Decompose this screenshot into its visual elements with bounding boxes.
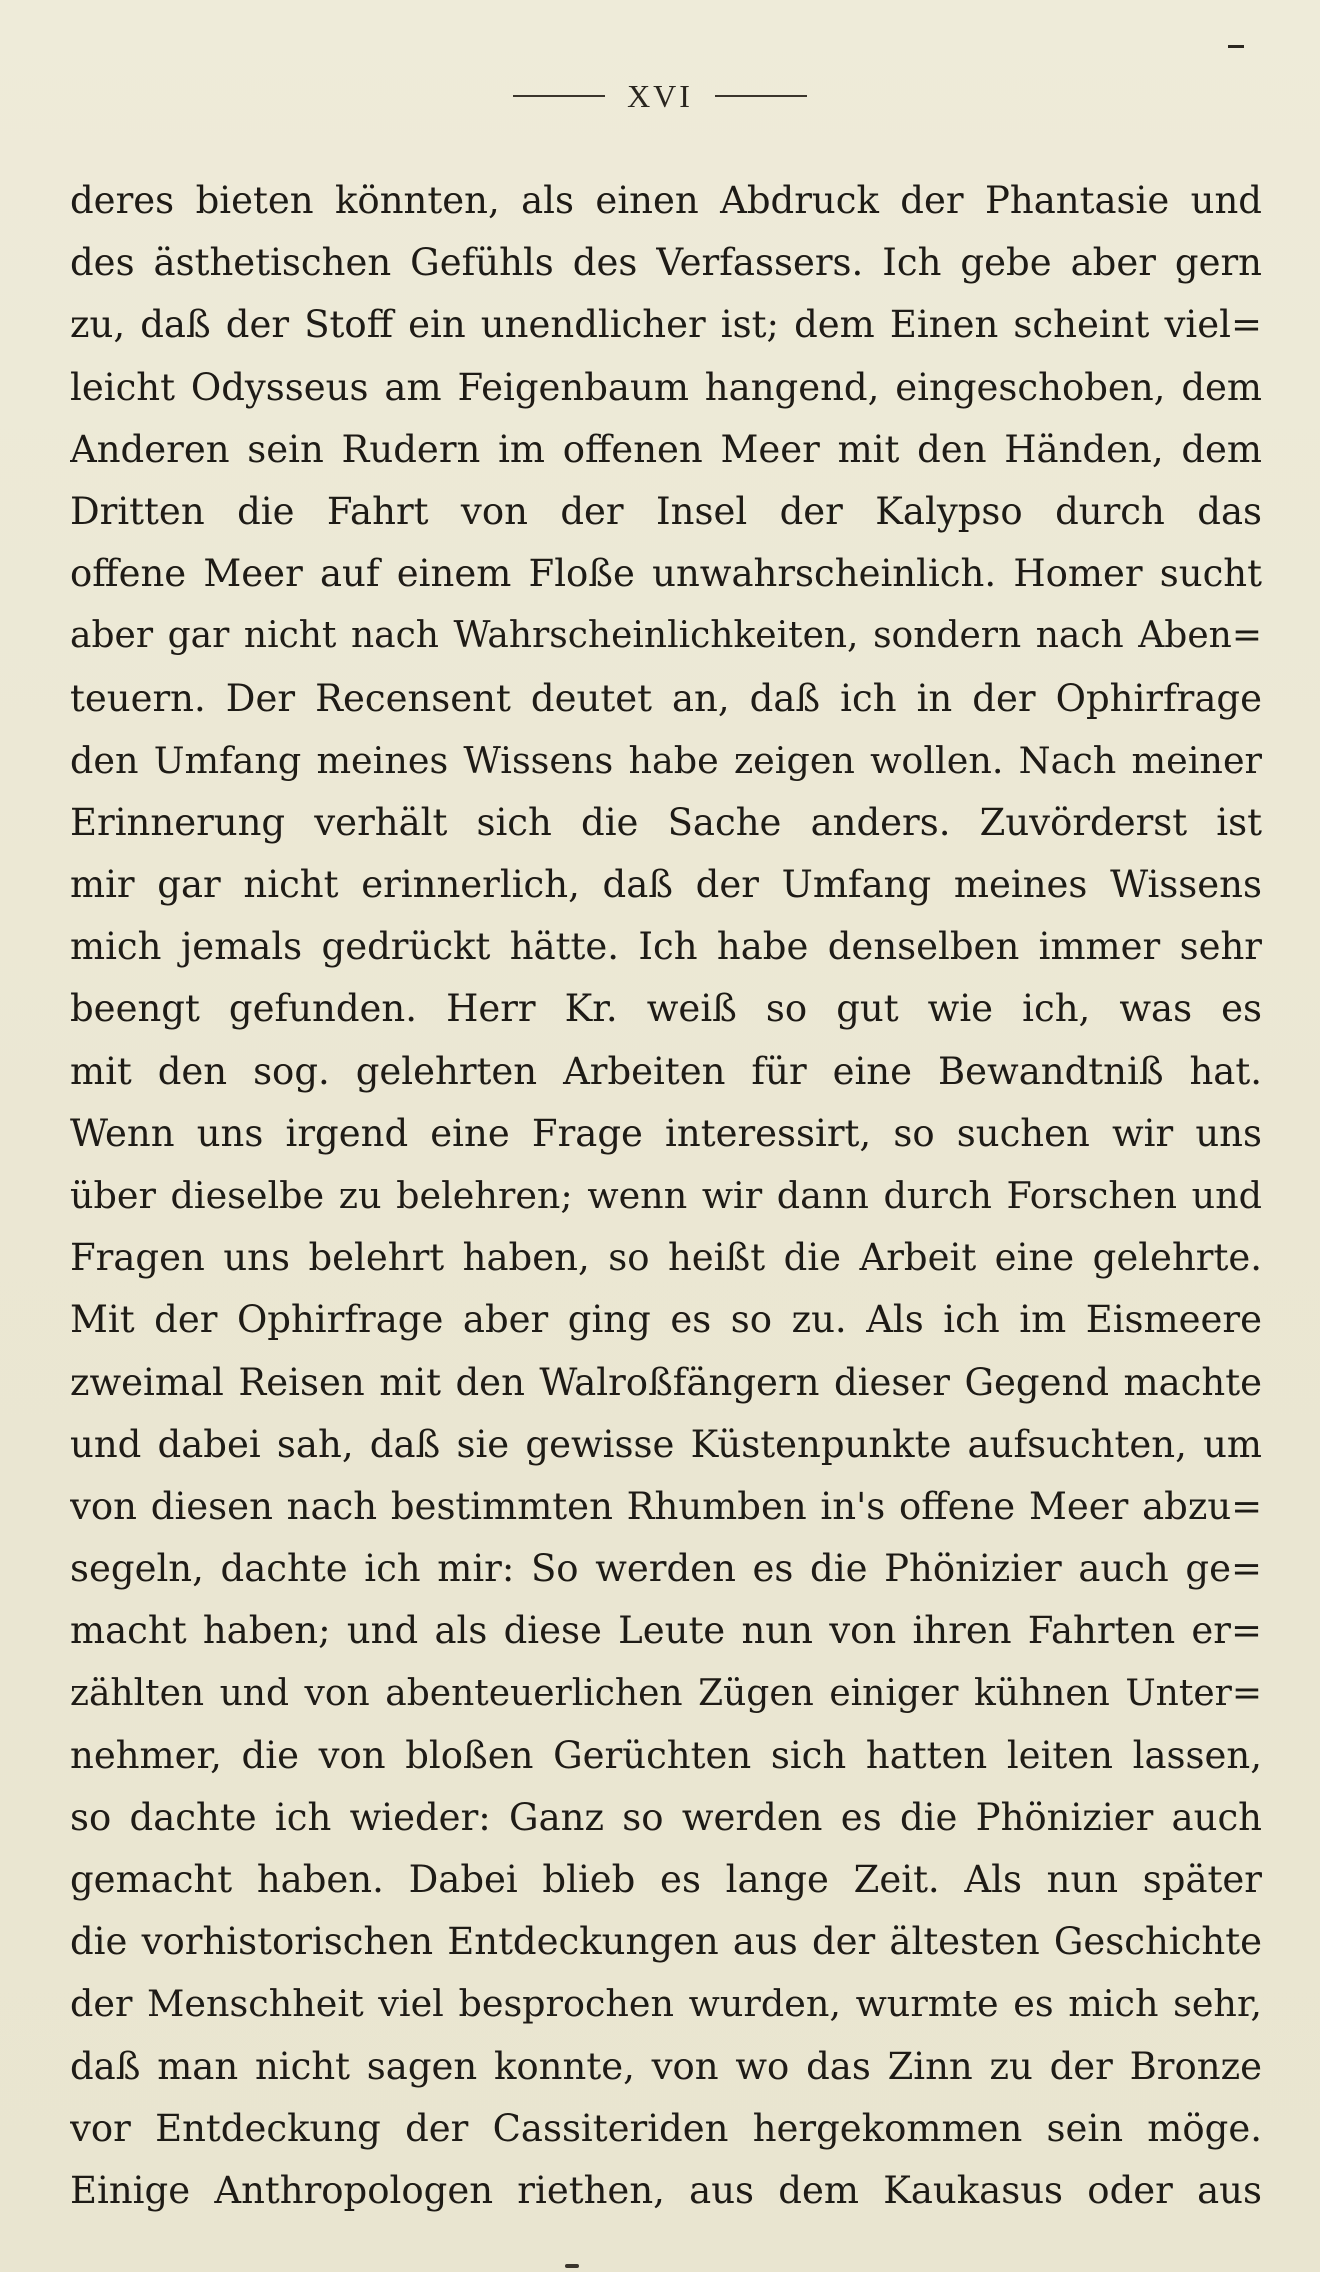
text-line: nehmer, die von bloßen Gerüchten sich hatten leiten lassen, [70,1733,1262,1777]
text-line: Dritten die Fahrt von der Insel der Kalypso durch das [70,489,1262,533]
header-rule-left [513,95,605,97]
text-line: mir gar nicht erinnerlich, daß der Umfang meines Wissens [70,863,1262,907]
text-line: gemacht haben. Dabei blieb es lange Zeit. Als nun später [70,1858,1262,1902]
text-line: zu, daß der Stoff ein unendlicher ist; dem Einen scheint viel= [70,303,1262,347]
text-line: mit den sog. gelehrten Arbeiten für eine Bewandtniß hat. [70,1049,1262,1093]
text-line: die vorhistorischen Entdeckungen aus der ältesten Geschichte [70,1920,1262,1964]
text-line: über dieselbe zu belehren; wenn wir dann durch Forschen und [70,1174,1262,1217]
text-line: Einige Anthropologen riethen, aus dem Kaukasus oder aus [70,2169,1262,2212]
text-line: Mit der Ophirfrage aber ging es so zu. Als ich im Eismeere [70,1298,1262,1342]
body-text [70,170,1262,2222]
header-rule-right [715,95,807,97]
text-line: leicht Odysseus am Feigenbaum hangend, eingeschoben, dem [70,365,1262,409]
page-header [0,74,1320,118]
text-line: aber gar nicht nach Wahrscheinlichkeiten, sondern nach Aben= [70,615,1262,657]
text-line: den Umfang meines Wissens habe zeigen wollen. Nach meiner [70,738,1262,782]
text-line: segeln, dachte ich mir: So werden es die Phönizier auch ge= [70,1547,1262,1591]
text-line: so dachte ich wieder: Ganz so werden es die Phönizier auch [70,1795,1262,1839]
text-line: Anderen sein Rudern im offenen Meer mit den Händen, dem [70,427,1262,471]
text-line: Fragen uns belehrt haben, so heißt die Arbeit eine gelehrte. [70,1236,1262,1280]
text-line: deres bieten könnten, als einen Abdruck der Phantasie und [70,179,1262,222]
text-line: daß man nicht sagen konnte, von wo das Zinn zu der Bronze [70,2044,1262,2088]
text-line: und dabei sah, daß sie gewisse Küstenpunkte aufsuchten, um [70,1422,1262,1466]
text-line: von diesen nach bestimmten Rhumben in's offene Meer abzu= [70,1484,1262,1528]
text-line: vor Entdeckung der Cassiteriden hergekommen sein möge. [70,2106,1262,2150]
text-line: beengt gefunden. Herr Kr. weiß so gut wie ich, was es [70,987,1262,1031]
text-line: des ästhetischen Gefühls des Verfassers. Ich gebe aber gern [70,241,1262,285]
text-line: Wenn uns irgend eine Frage interessirt, so suchen wir uns [70,1111,1262,1155]
corner-mark [1228,45,1244,48]
text-line: offene Meer auf einem Floße unwahrscheinlich. Homer sucht [70,552,1262,596]
text-line: mich jemals gedrückt hätte. Ich habe denselben immer sehr [70,925,1262,969]
signature-mark [565,2264,579,2268]
text-line: zählten und von abenteuerlichen Zügen einiger kühnen Unter= [70,1672,1262,1714]
page-number: XVI [627,77,693,114]
text-line: teuern. Der Recensent deutet an, daß ich in der Ophirfrage [70,676,1262,720]
text-line: zweimal Reisen mit den Walroßfängern dieser Gegend machte [70,1360,1262,1404]
text-line: der Menschheit viel besprochen wurden, wurmte es mich sehr, [70,1982,1262,2026]
text-line: Erinnerung verhält sich die Sache anders. Zuvörderst ist [70,800,1262,844]
text-line: macht haben; und als diese Leute nun von ihren Fahrten er= [70,1609,1262,1653]
